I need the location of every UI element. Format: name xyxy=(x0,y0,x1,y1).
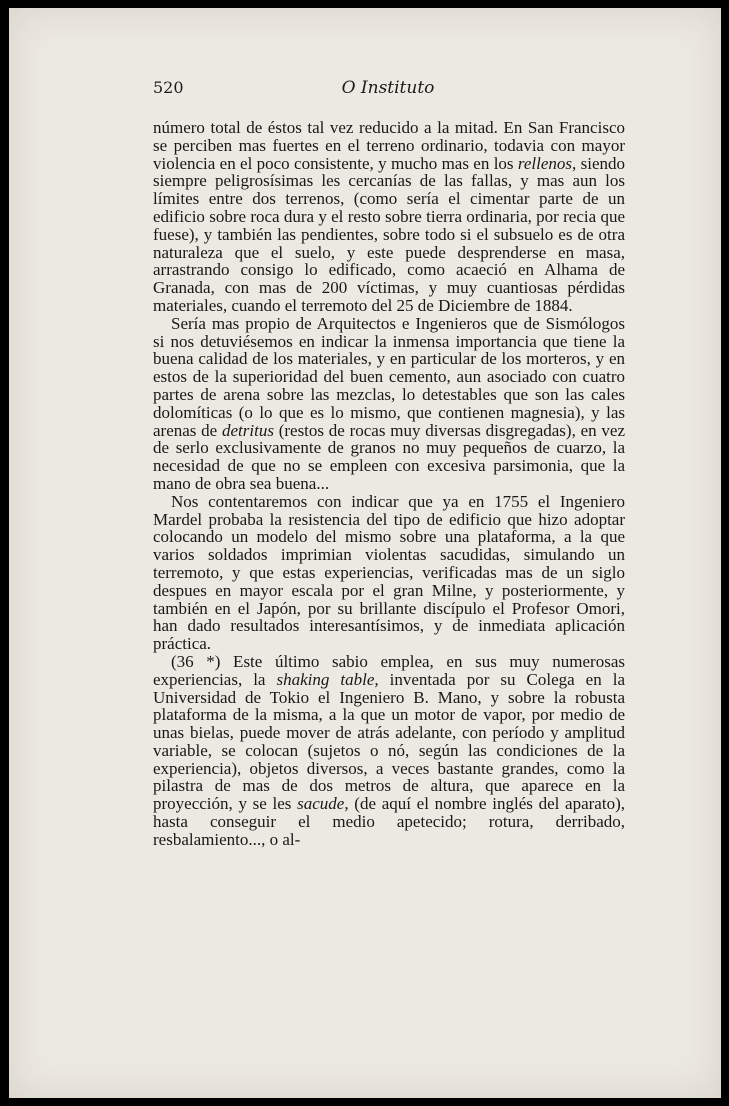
paragraph-2: Sería mas propio de Arquitectos e Ingenieros que de Sismólogos si nos detuviésemos en indicar la inmensa importancia que tiene la buena calidad de los materiales, y en particular de los morteros, y en estos de la superioridad del buen cemento, aun asociado con cuatro partes de arena sobre las mezclas, lo detestables que son las cales dolomíticas (o lo que es lo mismo, que contienen magnesia), y las arenas de detritus (restos de rocas muy diversas disgregadas), en vez de serlo exclusivamente de granos no muy pequeños de cuarzo, la necesidad de que no se empleen con excesiva parsimonia, que la mano de obra sea buena... xyxy=(153,313,625,493)
page-header xyxy=(153,78,623,102)
page-number: 520 xyxy=(153,78,184,97)
italic-term: detritus xyxy=(221,420,274,440)
italic-term: rellenos, xyxy=(517,153,577,173)
running-title: O Instituto xyxy=(341,78,435,98)
italic-term: sacude, xyxy=(297,794,349,814)
paragraph-3: Nos contentaremos con indicar que ya en 1755 el Ingeniero Mardel probaba la resistencia del tipo de edificio que hizo adoptar colocando un modelo del mismo sobre una plataforma, a la que varios soldados imprimian violentas sacudidas, simulando un terremoto, y que estas experiencias, verificadas mas de un siglo despues en mayor escala por el gran Milne, y posteriormente, y también en el Japón, por su brillante discípulo el Profesor Omori, han dado resultados interesantísimos, y de inmediata aplicación práctica. xyxy=(153,491,625,654)
paragraph-4: (36 *) Este último sabio emplea, en sus muy numerosas experiencias, la shaking table, inventada por su Colega en la Universidad de Tokio el Ingeniero B. Mano, y sobre la robusta plataforma de la misma, a la que un motor de vapor, por medio de unas bielas, puede mover de atrás adelante, con período y amplitud variable, se colocan (sujetos o nó, según las condiciones de la experiencia), objetos diversos, a veces bastante grandes, como la pilastra de mas de dos metros de altura, que aparece en la proyección, y se les sacude, (de aquí el nombre inglés del aparato), hasta conseguir el medio apetecido; rotura, derribado, resbalamiento..., o al- xyxy=(153,651,625,849)
paragraph-1: número total de éstos tal vez reducido a la mitad. En San Francisco se perciben mas fuertes en el terreno ordinario, todavia con mayor violencia en el poco consistente, y mucho mas en los rellenos, siendo siempre peligrosísimas les cercanías de las fallas, y mas aun los límites entre dos terrenos, (como sería el cimentar parte de un edificio sobre roca dura y el resto sobre tierra ordinaria, por recia que fuese), y también las pendientes, sobre todo si el subsuelo es de otra naturaleza que el suelo, y este puede desprenderse en masa, arrastrando consigo lo edificado, como acaeció en Alhama de Granada, con mas de 200 víctimas, y muy cuantiosas pérdidas materiales, cuando el terremoto del 25 de Diciembre de 1884. xyxy=(153,118,625,315)
italic-term: shaking table, xyxy=(276,669,379,689)
body-text xyxy=(153,119,625,849)
